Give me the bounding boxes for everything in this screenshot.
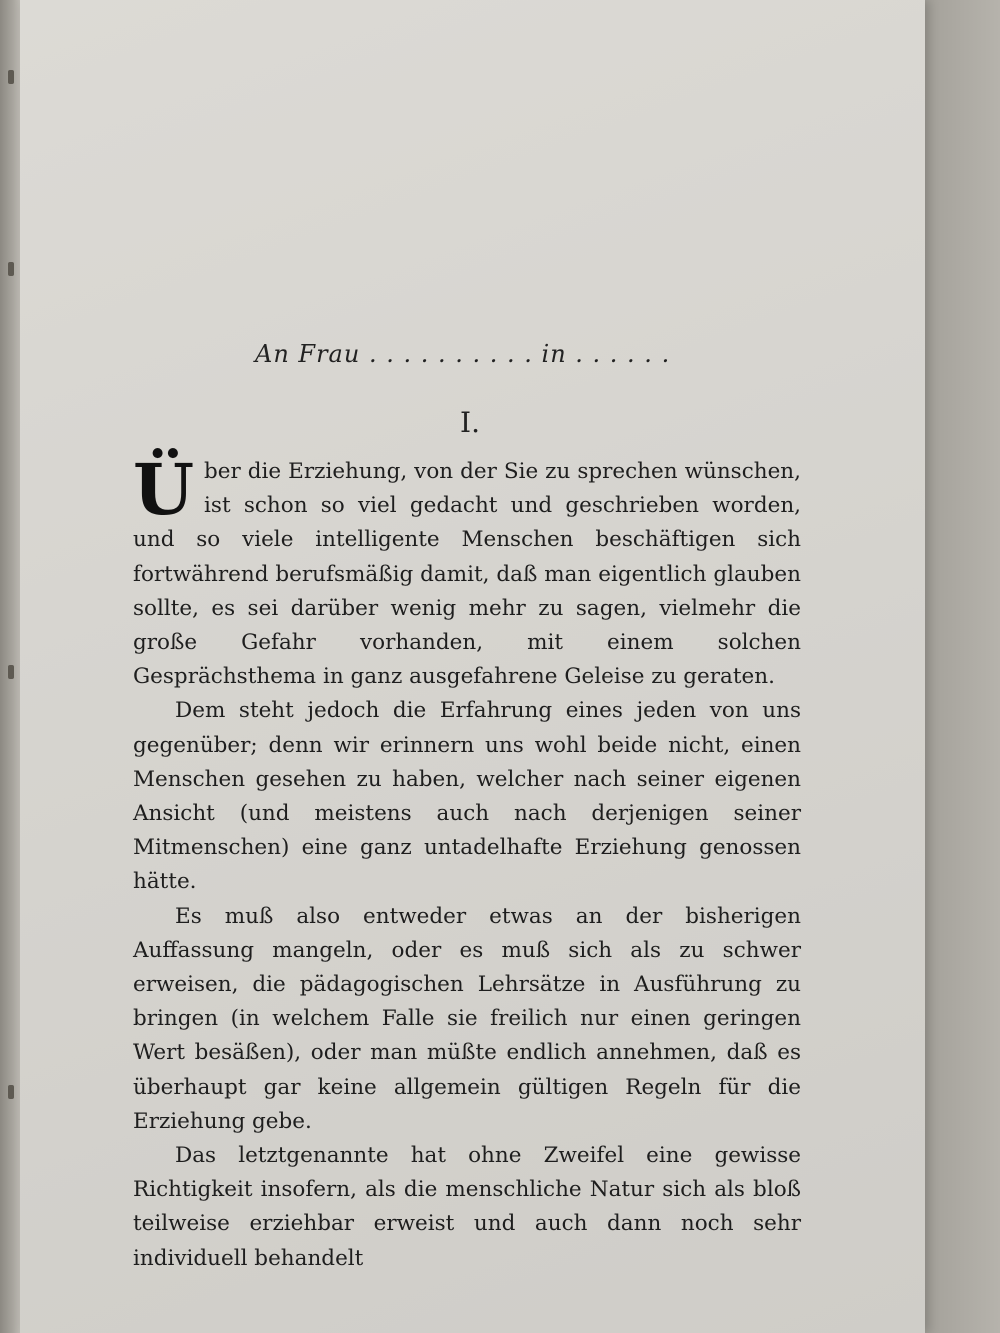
binding-mark	[8, 262, 14, 276]
address-line: An Frau . . . . . . . . . . in . . . . . .	[255, 340, 671, 368]
binding-mark	[8, 1085, 14, 1099]
paragraph-3: Es muß also entweder etwas an der bisherigen Auffassung mangeln, oder es muß sich als zu schwer erweisen, die pädagogischen Lehrsätze in Ausführung zu bringen (in welchem Falle sie freilich nur einen geringen Wert besäßen), oder man müßte endlich annehmen, daß es überhaupt gar keine allgemein gültigen Regeln für die Erziehung gebe.	[133, 903, 801, 1134]
body-text	[133, 448, 801, 1276]
paragraph-4: Das letztgenannte hat ohne Zweifel eine gewisse Richtigkeit insofern, als die menschliche Natur sich als bloß teilweise erziehbar erweist und auch dann noch sehr individuell behandelt	[133, 1143, 801, 1271]
binding-mark	[8, 70, 14, 84]
paragraph-text: ber die Erziehung, von der Sie zu sprechen wünschen, ist schon so viel gedacht und geschrieben worden, und so viele intelligente Menschen beschäftigen sich fortwährend berufsmäßig damit, daß man eigentlich glauben sollte, es sei darüber wenig mehr zu sagen, vielmehr die große Gefahr vorhanden, mit einem solchen Gesprächsthema in ganz ausgefahrene Geleise zu geraten.	[133, 459, 801, 690]
drop-cap: Ü	[133, 448, 195, 531]
paragraph-2: Dem steht jedoch die Erfahrung eines jeden von uns gegenüber; denn wir erinnern uns wohl beide nicht, einen Menschen gesehen zu haben, welcher nach seiner eigenen Ansicht (und meistens auch nach derjenigen seiner Mitmenschen) eine ganz untadelhafte Erziehung genossen hätte.	[133, 698, 801, 895]
binding-mark	[8, 665, 14, 679]
chapter-number: I.	[460, 406, 480, 439]
paragraph-1	[133, 448, 801, 694]
background-surface	[925, 0, 1000, 1333]
